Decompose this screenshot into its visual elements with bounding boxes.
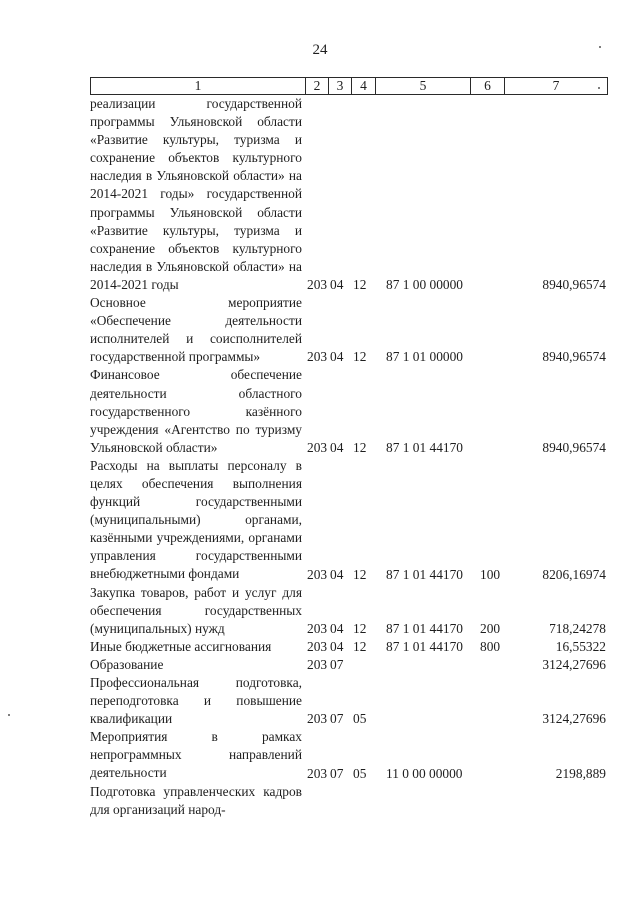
- table-row: [90, 783, 610, 819]
- row-description: Финансовое обеспечение деятельности областного государственного казённого учреждения «Агентство по туризму Ульяновской области»: [90, 367, 302, 455]
- row-description: Мероприятия в рамках непрограммных направлений деятельности: [90, 729, 302, 781]
- cell-section: 04: [330, 620, 344, 636]
- table-row: [90, 294, 610, 366]
- table-row: [90, 728, 610, 782]
- cell-expense-type: 800: [480, 638, 501, 654]
- row-description: Подготовка управленческих кадров для организаций народ-: [90, 783, 302, 817]
- table-row: [90, 638, 610, 656]
- cell-target-article: 11 0 00 00000: [386, 765, 463, 781]
- row-description: Закупка товаров, работ и услуг для обеспечения государственных (муниципальных) нужд: [90, 584, 302, 636]
- cell-expense-type: 200: [480, 620, 501, 636]
- scan-speck: [599, 46, 601, 48]
- cell-amount: 8206,16974: [542, 566, 606, 582]
- cell-ministry: 203: [307, 657, 328, 672]
- cell-amount: 8940,96574: [542, 439, 606, 455]
- cell-subsection: 05: [353, 711, 367, 727]
- scan-speck: [598, 87, 600, 89]
- cell-ministry: 203: [307, 277, 328, 293]
- cell-target-article: 87 1 01 44170: [386, 638, 463, 654]
- column-header-2: 2: [306, 78, 329, 94]
- column-header-3: 3: [329, 78, 352, 94]
- row-description: Профессиональная подготовка, переподготовка и повышение квалификации: [90, 675, 302, 727]
- cell-section: 07: [330, 657, 344, 672]
- cell-target-article: 87 1 01 00000: [386, 349, 463, 365]
- cell-ministry: 203: [307, 765, 328, 781]
- cell-ministry: 203: [307, 620, 328, 636]
- cell-section: 04: [330, 349, 344, 365]
- column-header-6: 6: [471, 78, 505, 94]
- page-number: 24: [312, 42, 328, 58]
- row-description: Образование: [90, 656, 164, 672]
- cell-subsection: 12: [353, 439, 367, 455]
- cell-section: 07: [330, 711, 344, 727]
- column-header-5: 5: [376, 78, 471, 94]
- cell-section: 04: [330, 277, 344, 293]
- table-row: [90, 584, 610, 638]
- cell-amount: 718,24278: [549, 620, 606, 636]
- table-row: [90, 674, 610, 728]
- cell-target-article: 87 1 01 44170: [386, 439, 463, 455]
- cell-ministry: 203: [307, 711, 328, 727]
- cell-target-article: 87 1 01 44170: [386, 566, 463, 582]
- cell-target-article: 87 1 01 44170: [386, 620, 463, 636]
- cell-expense-type: 100: [480, 566, 501, 582]
- cell-amount: 8940,96574: [542, 277, 606, 293]
- cell-amount: 8940,96574: [542, 349, 606, 365]
- cell-subsection: 05: [353, 765, 367, 781]
- table-row: [90, 95, 610, 294]
- cell-ministry: 203: [307, 439, 328, 455]
- table-header: [90, 77, 608, 95]
- cell-ministry: 203: [307, 349, 328, 365]
- cell-amount: 3124,27696: [542, 657, 606, 672]
- row-description: Основное мероприятие «Обеспечение деятельности исполнителей и соисполнителей государственной программы»: [90, 295, 302, 365]
- row-description: Иные бюджетные ассигнования: [90, 638, 272, 654]
- cell-section: 04: [330, 566, 344, 582]
- cell-section: 04: [330, 638, 344, 654]
- table-row: [90, 457, 610, 584]
- cell-amount: 2198,889: [555, 765, 606, 781]
- cell-subsection: 12: [353, 277, 367, 293]
- column-header-7: 7: [552, 78, 560, 93]
- column-header-1: 1: [91, 78, 306, 94]
- cell-amount: 16,55322: [555, 638, 606, 654]
- table-row: [90, 656, 610, 674]
- cell-subsection: 12: [353, 638, 367, 654]
- cell-target-article: 87 1 00 00000: [386, 277, 463, 293]
- row-description: Расходы на выплаты персоналу в целях обеспечения выполнения функций государственными (муниципальными) органами, казёнными учреждениями, органами управления государственными внебюджетными фондами: [90, 457, 302, 582]
- cell-ministry: 203: [307, 566, 328, 582]
- cell-subsection: 12: [353, 349, 367, 365]
- cell-subsection: 12: [353, 620, 367, 636]
- cell-section: 04: [330, 439, 344, 455]
- budget-table-body: [90, 95, 610, 819]
- row-description: реализации государственной программы Ульяновской области «Развитие культуры, туризма и сохранение объектов культурного наследия в Ульяновской области» на 2014-2021 годы» государственной программы Ульяновской области «Развитие культуры, туризма и сохранение объектов культурного наследия в Ульяновской области» на 2014-2021 годы: [90, 96, 302, 292]
- cell-amount: 3124,27696: [542, 711, 606, 727]
- table-row: [90, 366, 610, 456]
- cell-ministry: 203: [307, 638, 328, 654]
- column-header-4: 4: [352, 78, 376, 94]
- cell-section: 07: [330, 765, 344, 781]
- scan-speck: [8, 714, 10, 716]
- cell-subsection: 12: [353, 566, 367, 582]
